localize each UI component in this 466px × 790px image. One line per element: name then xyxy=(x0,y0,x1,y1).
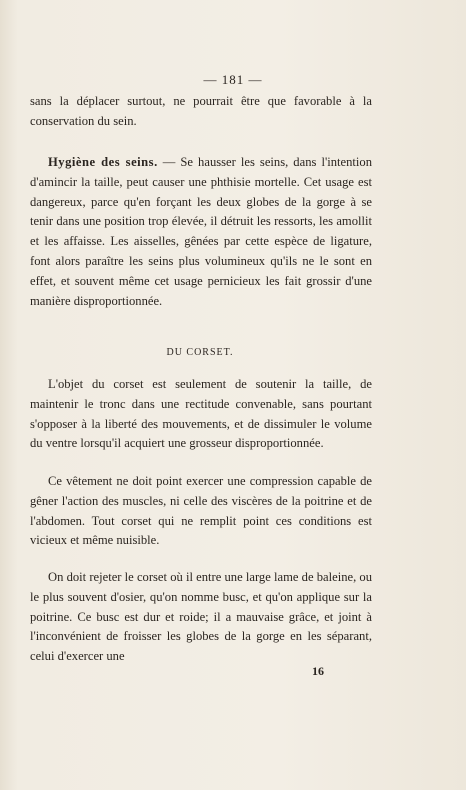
paragraph-text: — Se hausser les seins, dans l'intention d'amincir la taille, peut causer une phthisie mortelle. Cet usage est dangereux, parce qu'en forçant les deux globes de la gorge à se tenir dans une position trop élevée, il détruit les ressorts, les amollit et les affaisse. Les aisselles, gênées par cette espèce de ligature, font alors paraître les seins plus volumineux qu'ils ne le sont en effet, et souvent même cet usage pernicieux les fait grossir d'une manière disproportionnée. xyxy=(30,155,372,308)
paragraph-continuation xyxy=(30,92,372,132)
paragraph-lead-title: Hygiène des seins. xyxy=(48,155,158,169)
paragraph-corset-object xyxy=(30,375,372,454)
paragraph-hygiene xyxy=(30,153,372,311)
paragraph-text: On doit rejeter le corset où il entre une large lame de baleine, ou le plus souvent d'osier, qu'on nomme busc, et qu'on applique sur la poitrine. Ce busc est dur et roide; il a mauvaise grâce, et joint à l'inconvénient de froisser les globes de la gorge en les séparant, celui d'exercer une xyxy=(30,570,372,664)
paragraph-corset-compression xyxy=(30,472,372,551)
paragraph-text: L'objet du corset est seulement de soutenir la taille, de maintenir le tronc dans une rectitude convenable, sans pourtant s'opposer à la liberté des mouvements, et de dissimuler le volume du ventre lorsqu'il acquiert une grosseur disproportionnée. xyxy=(30,377,372,451)
page-number: — 181 — xyxy=(203,72,263,87)
paragraph-text: Ce vêtement ne doit point exercer une compression capable de gêner l'action des muscles, ni celle des viscères de la poitrine et de l'abdomen. Tout corset qui ne remplit point ces conditions est vicieux et même nuisible. xyxy=(30,474,372,548)
signature-mark: 16 xyxy=(312,664,324,678)
paragraph-corset-busc xyxy=(30,568,372,667)
paragraph-text: sans la déplacer surtout, ne pourrait être que favorable à la conservation du sein. xyxy=(30,94,372,128)
section-heading: DU CORSET. xyxy=(166,347,234,358)
